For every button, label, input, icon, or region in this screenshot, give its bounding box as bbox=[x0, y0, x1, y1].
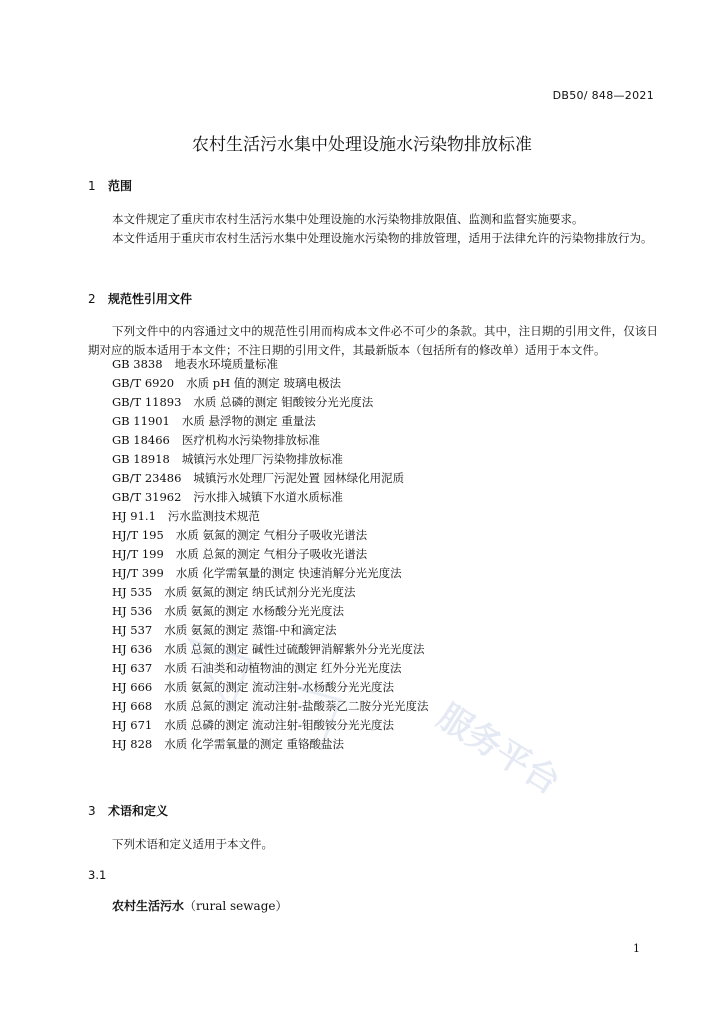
reference-item bbox=[112, 564, 428, 583]
term-entry bbox=[112, 897, 288, 914]
terms-intro: 下列术语和定义适用于本文件。 bbox=[112, 837, 273, 851]
reference-item bbox=[112, 507, 428, 526]
reference-title: 地表水环境质量标准 bbox=[174, 357, 279, 371]
reference-code: HJ 671 bbox=[112, 718, 153, 732]
reference-code: HJ 91.1 bbox=[112, 509, 156, 523]
reference-list bbox=[112, 355, 428, 754]
reference-code: GB/T 23486 bbox=[112, 471, 182, 485]
reference-code: HJ 537 bbox=[112, 623, 153, 637]
reference-title: 水质 悬浮物的测定 重量法 bbox=[181, 414, 316, 428]
section-title: 术语和定义 bbox=[108, 804, 169, 818]
section-title: 范围 bbox=[108, 179, 133, 193]
reference-title: 水质 氨氮的测定 流动注射-水杨酸分光光度法 bbox=[164, 680, 394, 694]
reference-title: 水质 化学需氧量的测定 重铬酸盐法 bbox=[164, 737, 345, 751]
watermark-text: 服务平台 bbox=[430, 696, 567, 803]
reference-title: 水质 总氮的测定 碱性过硫酸钾消解紫外分光光度法 bbox=[164, 642, 425, 656]
reference-code: GB/T 11893 bbox=[112, 395, 182, 409]
scope-paragraph-2: 本文件适用于重庆市农村生活污水集中处理设施水污染物的排放管理，适用于法律允许的污染物排放行为。 bbox=[112, 231, 653, 245]
document-code: DB50/ 848—2021 bbox=[552, 89, 654, 102]
reference-code: HJ/T 399 bbox=[112, 566, 164, 580]
reference-item bbox=[112, 545, 428, 564]
reference-item bbox=[112, 621, 428, 640]
reference-code: HJ 666 bbox=[112, 680, 153, 694]
reference-code: GB/T 6920 bbox=[112, 376, 175, 390]
reference-item bbox=[112, 488, 428, 507]
term-number: 3.1 bbox=[88, 868, 107, 882]
reference-title: 城镇污水处理厂污泥处置 园林绿化用泥质 bbox=[193, 471, 405, 485]
reference-code: GB/T 31962 bbox=[112, 490, 182, 504]
reference-code: HJ 535 bbox=[112, 585, 153, 599]
reference-title: 水质 化学需氧量的测定 快速消解分光光度法 bbox=[175, 566, 402, 580]
reference-code: HJ 637 bbox=[112, 661, 153, 675]
reference-code: GB 18466 bbox=[112, 433, 170, 447]
scope-paragraph-1: 本文件规定了重庆市农村生活污水集中处理设施的水污染物排放限值、监测和监督实施要求。 bbox=[112, 212, 584, 226]
document-title: 农村生活污水集中处理设施水污染物排放标准 bbox=[192, 135, 532, 155]
reference-item bbox=[112, 374, 428, 393]
section-number: 2 bbox=[88, 292, 96, 306]
section-title: 规范性引用文件 bbox=[108, 292, 193, 306]
reference-item bbox=[112, 412, 428, 431]
section-number: 1 bbox=[88, 179, 96, 193]
term-english: （rural sewage） bbox=[184, 899, 288, 913]
section-heading-normative-refs bbox=[88, 290, 192, 307]
reference-code: HJ/T 199 bbox=[112, 547, 164, 561]
reference-item bbox=[112, 450, 428, 469]
section-heading-scope bbox=[88, 177, 132, 194]
reference-title: 水质 氨氮的测定 水杨酸分光光度法 bbox=[164, 604, 345, 618]
reference-item bbox=[112, 697, 428, 716]
reference-title: 水质 总氮的测定 流动注射-盐酸萘乙二胺分光光度法 bbox=[164, 699, 429, 713]
reference-item bbox=[112, 469, 428, 488]
reference-title: 水质 石油类和动植物油的测定 红外分光光度法 bbox=[164, 661, 402, 675]
reference-code: GB 18918 bbox=[112, 452, 170, 466]
reference-item bbox=[112, 583, 428, 602]
page-number: 1 bbox=[633, 942, 640, 955]
reference-title: 水质 总氮的测定 气相分子吸收光谱法 bbox=[175, 547, 368, 561]
reference-item bbox=[112, 355, 428, 374]
reference-item bbox=[112, 678, 428, 697]
reference-item bbox=[112, 640, 428, 659]
section-number: 3 bbox=[88, 804, 96, 818]
reference-code: HJ 536 bbox=[112, 604, 153, 618]
section-heading-terms bbox=[88, 802, 168, 819]
reference-code: HJ 636 bbox=[112, 642, 153, 656]
reference-item bbox=[112, 526, 428, 545]
reference-title: 水质 氨氮的测定 纳氏试剂分光光度法 bbox=[164, 585, 356, 599]
reference-title: 水质 氨氮的测定 蒸馏-中和滴定法 bbox=[164, 623, 337, 637]
normative-refs-intro: 下列文件中的内容通过文中的规范性引用而构成本文件必不可少的条款。其中，注日期的引用文件，仅该日期对应的版本适用于本文件；不注日期的引用文件，其最新版本（包括所有的修改单）适用于本文件。 bbox=[88, 324, 658, 357]
reference-title: 水质 总磷的测定 钼酸铵分光光度法 bbox=[193, 395, 374, 409]
reference-item bbox=[112, 602, 428, 621]
reference-title: 医疗机构水污染物排放标准 bbox=[181, 433, 320, 447]
reference-item bbox=[112, 659, 428, 678]
term-chinese: 农村生活污水 bbox=[112, 899, 185, 913]
reference-title: 水质 总磷的测定 流动注射-钼酸铵分光光度法 bbox=[164, 718, 394, 732]
reference-title: 水质 pH 值的测定 玻璃电极法 bbox=[186, 376, 341, 390]
reference-item bbox=[112, 431, 428, 450]
reference-code: HJ 668 bbox=[112, 699, 153, 713]
reference-code: GB 3838 bbox=[112, 357, 163, 371]
reference-item bbox=[112, 393, 428, 412]
reference-code: HJ/T 195 bbox=[112, 528, 164, 542]
reference-code: HJ 828 bbox=[112, 737, 153, 751]
reference-title: 污水监测技术规范 bbox=[167, 509, 260, 523]
reference-title: 城镇污水处理厂污染物排放标准 bbox=[181, 452, 343, 466]
reference-title: 水质 氨氮的测定 气相分子吸收光谱法 bbox=[175, 528, 368, 542]
reference-item bbox=[112, 716, 428, 735]
reference-item bbox=[112, 735, 428, 754]
reference-title: 污水排入城镇下水道水质标准 bbox=[193, 490, 343, 504]
reference-code: GB 11901 bbox=[112, 414, 170, 428]
